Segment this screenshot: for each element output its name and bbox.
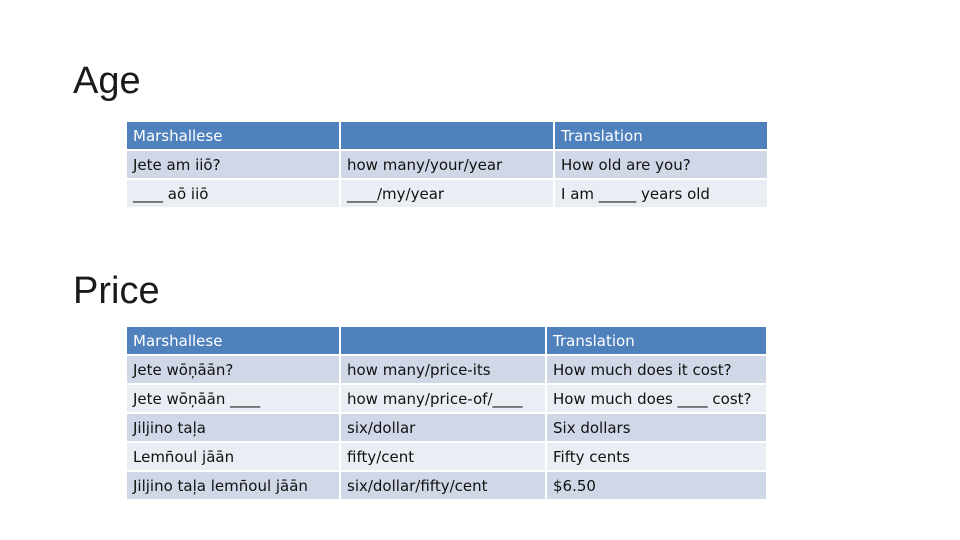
gloss-cell: how many/price-of/____ [341, 385, 545, 412]
table-row [127, 151, 767, 178]
marshallese-cell: Jete wōņāān? [127, 356, 339, 383]
age-heading: Age [73, 60, 141, 102]
gloss-cell: ____/my/year [341, 180, 553, 207]
table-row [127, 472, 766, 499]
price-table [125, 325, 768, 501]
table-row [127, 180, 767, 207]
table-row [127, 385, 766, 412]
table-row [127, 356, 766, 383]
translation-cell: How much does ____ cost? [547, 385, 766, 412]
gloss-cell: fifty/cent [341, 443, 545, 470]
marshallese-cell: Jiljino taļa [127, 414, 339, 441]
table-row [127, 443, 766, 470]
translation-cell: Six dollars [547, 414, 766, 441]
translation-cell: $6.50 [547, 472, 766, 499]
age-table [125, 120, 769, 209]
header-empty [341, 122, 553, 149]
marshallese-cell: Jete wōņāān ____ [127, 385, 339, 412]
marshallese-cell: Lemn̄oul jāān [127, 443, 339, 470]
translation-cell: I am _____ years old [555, 180, 767, 207]
translation-cell: How much does it cost? [547, 356, 766, 383]
price-heading: Price [73, 270, 160, 312]
header-translation: Translation [555, 122, 767, 149]
gloss-cell: six/dollar/fifty/cent [341, 472, 545, 499]
header-marshallese: Marshallese [127, 327, 339, 354]
marshallese-cell: Jete am iiō? [127, 151, 339, 178]
table-header-row [127, 122, 767, 149]
table-header-row [127, 327, 766, 354]
gloss-cell: how many/your/year [341, 151, 553, 178]
marshallese-cell: ____ aō iiō [127, 180, 339, 207]
gloss-cell: how many/price-its [341, 356, 545, 383]
marshallese-cell: Jiljino taļa lemn̄oul jāān [127, 472, 339, 499]
translation-cell: How old are you? [555, 151, 767, 178]
gloss-cell: six/dollar [341, 414, 545, 441]
header-translation: Translation [547, 327, 766, 354]
header-empty [341, 327, 545, 354]
header-marshallese: Marshallese [127, 122, 339, 149]
table-row [127, 414, 766, 441]
translation-cell: Fifty cents [547, 443, 766, 470]
